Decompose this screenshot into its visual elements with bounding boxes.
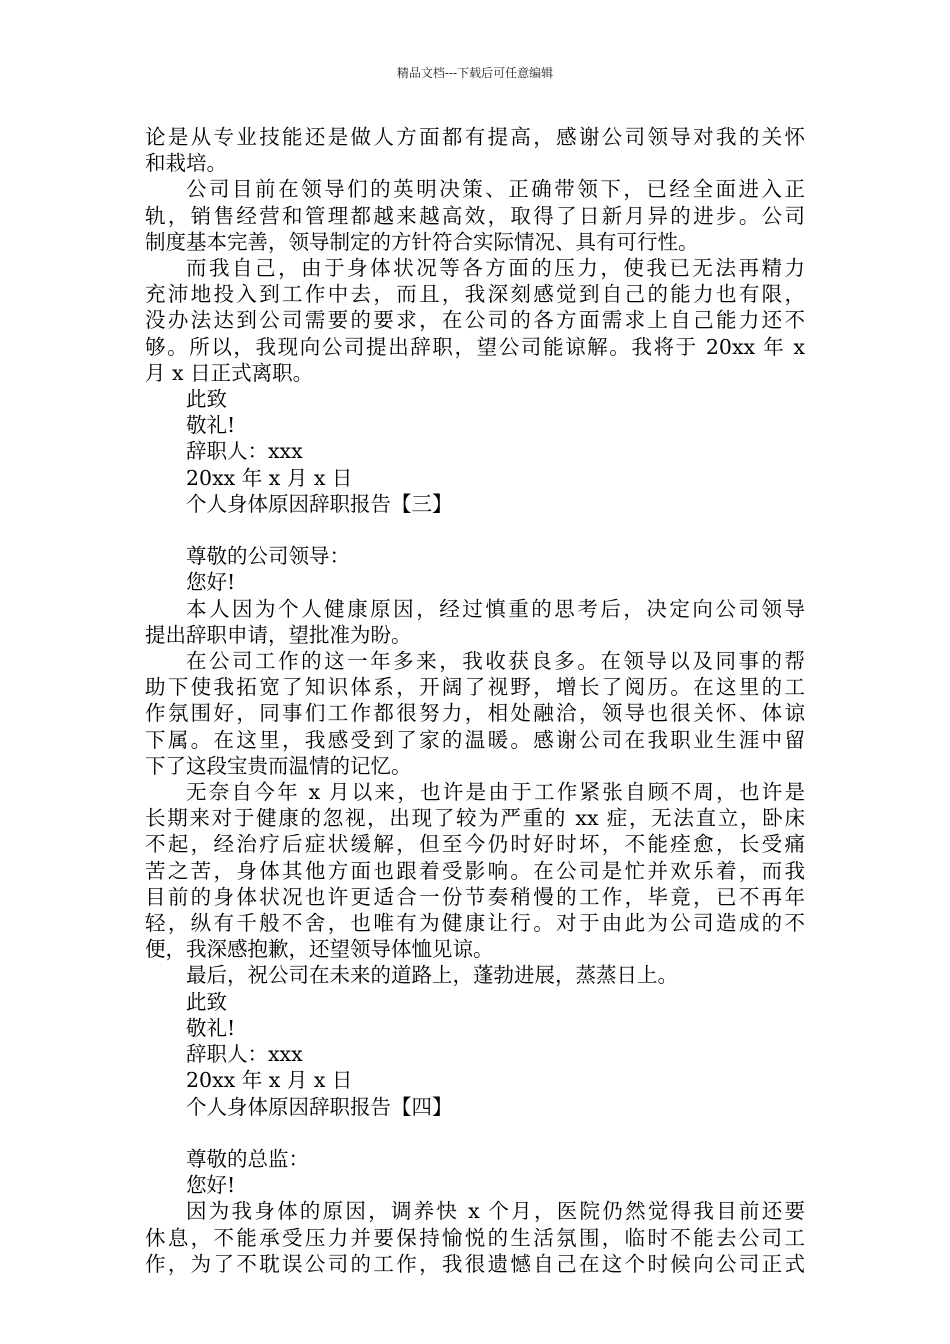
text-line: 辞职人：xxx [186, 1042, 303, 1067]
page-header: 精品文档---下载后可任意编辑 [396, 66, 554, 80]
text-line: 此致 [186, 387, 227, 412]
text-line: 月 x 日正式离职。 [145, 360, 314, 385]
text-line: 轨，销售经营和管理都越来越高效，取得了日新月异的进步。公司 [145, 203, 805, 228]
text-line: 作氛围好，同事们工作都很努力，相处融洽，领导也很关怀、体谅 [145, 701, 805, 726]
text-line: 您好! [186, 570, 236, 595]
text-line: 下了这段宝贵而温情的记忆。 [145, 753, 412, 778]
text-line: 便，我深感抱歉，还望领导体恤见谅。 [145, 937, 494, 962]
blank-line [145, 517, 805, 543]
text-line: 作，为了不耽误公司的工作，我很遗憾自己在这个时候向公司正式 [145, 1251, 805, 1276]
text-line: 下属。在这里，我感受到了家的温暖。感谢公司在我职业生涯中留 [145, 727, 805, 752]
text-line: 最后，祝公司在未来的道路上，蓬勃进展，蒸蒸日上。 [186, 963, 678, 988]
text-line: 没办法达到公司需要的要求，在公司的各方面需求上自己能力还不 [145, 308, 805, 333]
text-line: 20xx 年 x 月 x 日 [186, 465, 353, 490]
text-line: 目前的身体状况也许更适合一份节奏稍慢的工作，毕竟，已不再年 [145, 884, 805, 909]
text-line: 在公司工作的这一年多来，我收获良多。在领导以及同事的帮 [186, 649, 805, 674]
text-line: 制度基本完善，领导制定的方针符合实际情况、具有可行性。 [145, 229, 699, 254]
text-line: 敬礼! [186, 1015, 236, 1040]
text-line: 充沛地投入到工作中去，而且，我深刻感觉到自己的能力也有限， [145, 282, 805, 307]
text-line: 而我自己，由于身体状况等各方面的压力，使我已无法再精力 [186, 256, 805, 281]
text-line: 和栽培。 [145, 151, 227, 176]
text-line: 休息，不能承受压力并要保持愉悦的生活氛围，临时不能去公司工 [145, 1225, 805, 1250]
text-line: 助下使我拓宽了知识体系，开阔了视野，增长了阅历。在这里的工 [145, 675, 805, 700]
text-line: 敬礼! [186, 413, 236, 438]
text-line: 够。所以，我现向公司提出辞职，望公司能谅解。我将于 20xx 年 x [145, 334, 805, 359]
text-line: 个人身体原因辞职报告【三】 [186, 491, 453, 516]
text-line: 苦之苦，身体其他方面也跟着受影响。在公司是忙并欢乐着，而我 [145, 858, 805, 883]
text-line: 提出辞职申请，望批准为盼。 [145, 622, 412, 647]
text-line: 尊敬的公司领导： [186, 544, 350, 569]
text-line: 无奈自今年 x 月以来，也许是由于工作紧张自顾不周，也许是 [186, 780, 805, 805]
text-line: 20xx 年 x 月 x 日 [186, 1068, 353, 1093]
text-line: 个人身体原因辞职报告【四】 [186, 1094, 453, 1119]
document-body [145, 124, 805, 1277]
text-line: 论是从专业技能还是做人方面都有提高，感谢公司领导对我的关怀 [145, 125, 805, 149]
text-line: 不起，经治疗后症状缓解，但至今仍时好时坏，不能痊愈，长受痛 [145, 832, 805, 857]
text-line: 长期来对于健康的忽视，出现了较为严重的 xx 症，无法直立，卧床 [145, 806, 805, 831]
text-line: 因为我身体的原因，调养快 x 个月，医院仍然觉得我目前还要 [186, 1199, 805, 1224]
text-line: 此致 [186, 989, 227, 1014]
text-line: 辞职人：xxx [186, 439, 303, 464]
text-line: 公司目前在领导们的英明决策、正确带领下，已经全面进入正 [186, 177, 805, 202]
text-line: 尊敬的总监： [186, 1146, 309, 1171]
text-line: 轻，纵有千般不舍，也唯有为健康让行。对于由此为公司造成的不 [145, 911, 805, 936]
text-line: 您好! [186, 1173, 236, 1198]
text-line: 本人因为个人健康原因，经过慎重的思考后，决定向公司领导 [186, 596, 805, 621]
blank-line [145, 1120, 805, 1146]
